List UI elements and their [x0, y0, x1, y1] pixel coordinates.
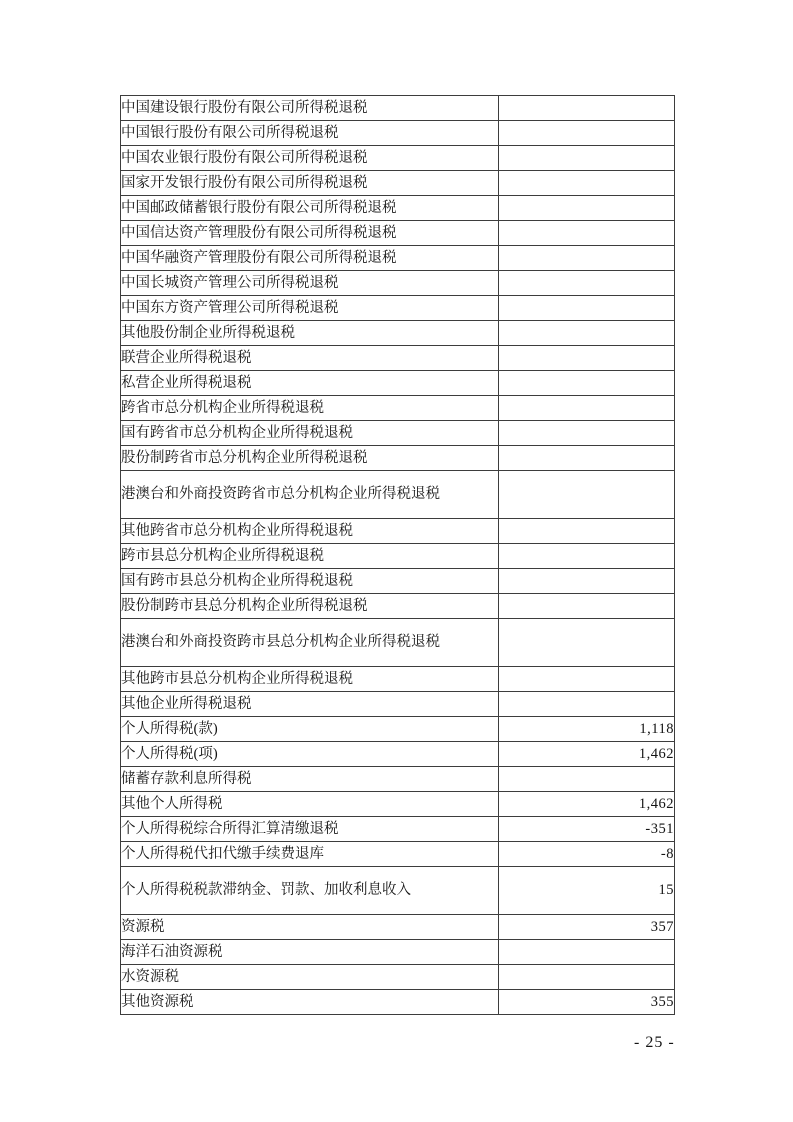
row-label-cell: 中国银行股份有限公司所得税退税: [121, 121, 499, 146]
row-label-cell: 港澳台和外商投资跨省市总分机构企业所得税退税: [121, 471, 499, 519]
row-value-cell: [499, 296, 675, 321]
table-row: [121, 471, 675, 519]
row-label-cell: 中国信达资产管理股份有限公司所得税退税: [121, 221, 499, 246]
row-value-cell: [499, 471, 675, 519]
row-label-cell: 国有跨市县总分机构企业所得税退税: [121, 569, 499, 594]
table-row: [121, 842, 675, 867]
table-row: [121, 569, 675, 594]
row-value-cell: [499, 667, 675, 692]
row-value-cell: [499, 421, 675, 446]
row-value-cell: 1,118: [499, 717, 675, 742]
row-label-cell: 中国东方资产管理公司所得税退税: [121, 296, 499, 321]
table-row: [121, 96, 675, 121]
row-value-cell: [499, 171, 675, 196]
row-label-cell: 联营企业所得税退税: [121, 346, 499, 371]
row-label-cell: 中国华融资产管理股份有限公司所得税退税: [121, 246, 499, 271]
table-row: [121, 396, 675, 421]
row-value-cell: [499, 221, 675, 246]
row-label-cell: 个人所得税(款): [121, 717, 499, 742]
page-number: - 25 -: [634, 1034, 675, 1051]
row-label-cell: 其他股份制企业所得税退税: [121, 321, 499, 346]
table-row: [121, 817, 675, 842]
table-row: [121, 146, 675, 171]
row-label-cell: 个人所得税代扣代缴手续费退库: [121, 842, 499, 867]
row-label-cell: 中国农业银行股份有限公司所得税退税: [121, 146, 499, 171]
table-row: [121, 767, 675, 792]
row-value-cell: [499, 519, 675, 544]
table-row: [121, 667, 675, 692]
row-value-cell: [499, 346, 675, 371]
row-label-cell: 港澳台和外商投资跨市县总分机构企业所得税退税: [121, 619, 499, 667]
table-row: [121, 196, 675, 221]
row-value-cell: 1,462: [499, 742, 675, 767]
row-value-cell: [499, 396, 675, 421]
table-row: [121, 271, 675, 296]
row-label-cell: 股份制跨市县总分机构企业所得税退税: [121, 594, 499, 619]
row-value-cell: [499, 121, 675, 146]
table-row: [121, 346, 675, 371]
row-value-cell: [499, 619, 675, 667]
row-label-cell: 中国邮政储蓄银行股份有限公司所得税退税: [121, 196, 499, 221]
table-row: [121, 692, 675, 717]
table-row: [121, 171, 675, 196]
table-row: [121, 594, 675, 619]
table-row: [121, 940, 675, 965]
row-label-cell: 个人所得税税款滞纳金、罚款、加收利息收入: [121, 867, 499, 915]
row-value-cell: [499, 965, 675, 990]
row-label-cell: 其他资源税: [121, 990, 499, 1015]
row-label-cell: 其他跨省市总分机构企业所得税退税: [121, 519, 499, 544]
table-row: [121, 371, 675, 396]
tax-refund-table: [120, 95, 675, 1015]
table-row: [121, 619, 675, 667]
row-value-cell: [499, 940, 675, 965]
row-value-cell: 355: [499, 990, 675, 1015]
row-value-cell: 357: [499, 915, 675, 940]
row-value-cell: [499, 146, 675, 171]
row-label-cell: 跨省市总分机构企业所得税退税: [121, 396, 499, 421]
table-body: [121, 96, 675, 1015]
table-row: [121, 544, 675, 569]
row-label-cell: 储蓄存款利息所得税: [121, 767, 499, 792]
row-value-cell: -8: [499, 842, 675, 867]
row-value-cell: [499, 371, 675, 396]
row-value-cell: [499, 767, 675, 792]
row-value-cell: [499, 594, 675, 619]
row-label-cell: 国有跨省市总分机构企业所得税退税: [121, 421, 499, 446]
row-label-cell: 个人所得税(项): [121, 742, 499, 767]
row-label-cell: 资源税: [121, 915, 499, 940]
table-row: [121, 990, 675, 1015]
row-label-cell: 其他企业所得税退税: [121, 692, 499, 717]
row-value-cell: [499, 321, 675, 346]
table-row: [121, 121, 675, 146]
table-row: [121, 221, 675, 246]
row-value-cell: [499, 544, 675, 569]
table-row: [121, 519, 675, 544]
row-label-cell: 私营企业所得税退税: [121, 371, 499, 396]
row-value-cell: [499, 692, 675, 717]
row-value-cell: 1,462: [499, 792, 675, 817]
row-value-cell: [499, 196, 675, 221]
table-row: [121, 246, 675, 271]
row-label-cell: 跨市县总分机构企业所得税退税: [121, 544, 499, 569]
row-label-cell: 其他个人所得税: [121, 792, 499, 817]
row-label-cell: 中国建设银行股份有限公司所得税退税: [121, 96, 499, 121]
row-label-cell: 个人所得税综合所得汇算清缴退税: [121, 817, 499, 842]
table-row: [121, 792, 675, 817]
row-label-cell: 水资源税: [121, 965, 499, 990]
table-row: [121, 296, 675, 321]
row-value-cell: [499, 96, 675, 121]
row-label-cell: 其他跨市县总分机构企业所得税退税: [121, 667, 499, 692]
row-value-cell: [499, 271, 675, 296]
table-row: [121, 446, 675, 471]
table-row: [121, 742, 675, 767]
row-label-cell: 股份制跨省市总分机构企业所得税退税: [121, 446, 499, 471]
table-row: [121, 421, 675, 446]
row-value-cell: 15: [499, 867, 675, 915]
row-label-cell: 国家开发银行股份有限公司所得税退税: [121, 171, 499, 196]
table-row: [121, 717, 675, 742]
table-row: [121, 867, 675, 915]
row-value-cell: [499, 446, 675, 471]
table-row: [121, 915, 675, 940]
row-value-cell: [499, 569, 675, 594]
row-label-cell: 中国长城资产管理公司所得税退税: [121, 271, 499, 296]
row-value-cell: [499, 246, 675, 271]
row-label-cell: 海洋石油资源税: [121, 940, 499, 965]
table-row: [121, 965, 675, 990]
table-row: [121, 321, 675, 346]
row-value-cell: -351: [499, 817, 675, 842]
